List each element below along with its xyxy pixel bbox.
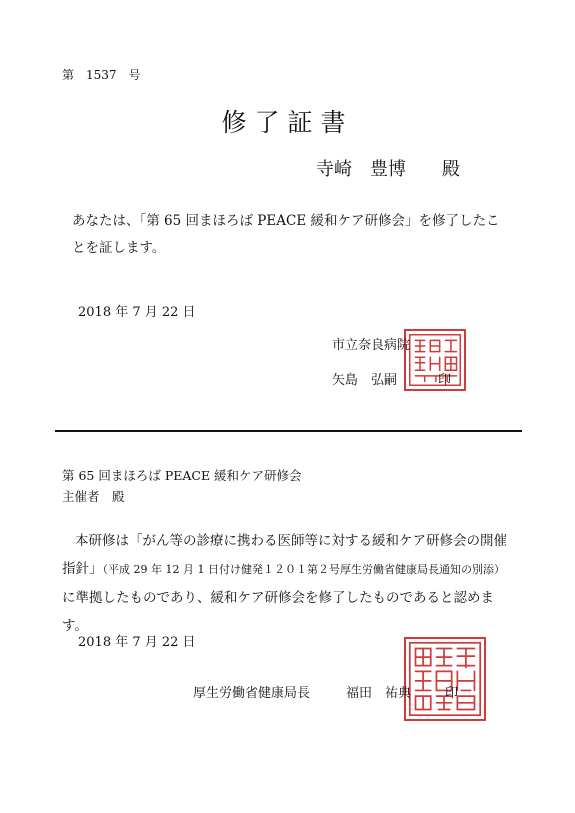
course-name: 第 65 回まほろば PEACE 緩和ケア研修会 (62, 468, 302, 483)
notice-date: 2018 年 7 月 22 日 (78, 635, 196, 650)
ministry-name: 厚生労働省健康局長 (193, 686, 311, 701)
notice-body-part1: 本研修は「がん等の診療に携わる医師等に対する緩和ケア研修会の開催指針」 (62, 533, 507, 577)
issuer-organization: 市立奈良病院 (332, 338, 411, 353)
recipient-name: 寺崎 豊博 殿 (316, 159, 460, 180)
hospital-seal-icon (404, 329, 466, 391)
issuer-person: 矢島 弘嗣 (332, 373, 398, 388)
notice-body-part2: （平成 29 年 12 月 1 日付け健発１２０１第２号厚生労働省健康局長通知の別添） (102, 563, 505, 576)
notice-body-part3: に準拠したものであり、緩和ケア研修会を修了したものであると認めます。 (62, 590, 494, 634)
issuer-seal-mark: 印 (438, 373, 452, 388)
ministry-seal-mark: 印 (445, 686, 459, 701)
organizer-address: 主催者 殿 (62, 489, 125, 504)
ministry-seal-icon (404, 637, 486, 721)
section-divider (55, 430, 522, 432)
certificate-body: あなたは、「第 65 回まほろば PEACE 緩和ケア研修会」を修了したことを証します。 (72, 213, 500, 256)
certificate-title: 修了証書 (221, 108, 354, 137)
certificate-number: 第 1537 号 (62, 68, 141, 82)
notice-body (62, 527, 514, 640)
minister-name: 福田 祐典 (346, 686, 412, 701)
certificate-date: 2018 年 7 月 22 日 (78, 305, 196, 320)
